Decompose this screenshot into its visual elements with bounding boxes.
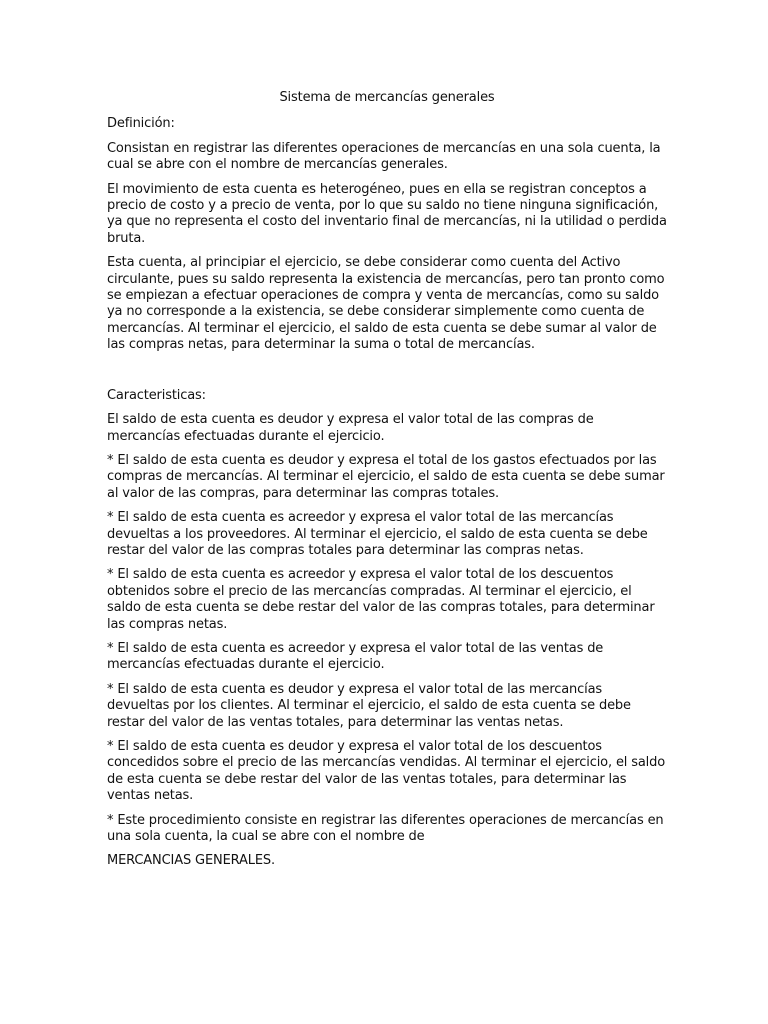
definition-paragraph-3: Esta cuenta, al principiar el ejercicio, se debe considerar como cuenta del Activo circulante, pues su saldo representa la existencia de mercancías, pero tan pronto como se empiezan a efectuar operaciones de compra y venta de mercancías, como su saldo ya no corresponde a la existencia, se debe considerar simplemente como cuenta de mercancías. Al terminar el ejercicio, el saldo de esta cuenta se debe sumar al valor de las compras netas, para determinar la suma o total de mercancías.: [107, 255, 665, 353]
document-page: [107, 90, 667, 878]
characteristic-paragraph-4: * El saldo de esta cuenta es acreedor y expresa el valor total de los descuentos obtenidos sobre el precio de las mercancías compradas. Al terminar el ejercicio, el saldo de esta cuenta se debe restar del valor de las compras totales, para determinar las compras netas.: [107, 567, 655, 632]
document-title: Sistema de mercancías generales: [279, 90, 495, 105]
characteristic-paragraph-2: * El saldo de esta cuenta es deudor y expresa el total de los gastos efectuados por las compras de mercancías. Al terminar el ejercicio, el saldo de esta cuenta se debe sumar al valor de las compras, para determinar las compras totales.: [107, 452, 665, 501]
characteristic-paragraph-3: * El saldo de esta cuenta es acreedor y expresa el valor total de las mercancías devueltas a los proveedores. Al terminar el ejercicio, el saldo de esta cuenta se debe restar del valor de las compras totales para determinar las compras netas.: [107, 510, 648, 558]
characteristic-paragraph-6: * El saldo de esta cuenta es deudor y expresa el valor total de las mercancías devueltas por los clientes. Al terminar el ejercicio, el saldo de esta cuenta se debe restar del valor de las ventas totales, para determinar las ventas netas.: [107, 681, 631, 730]
characteristic-paragraph-1: El saldo de esta cuenta es deudor y expresa el valor total de las compras de mercancías efectuadas durante el ejercicio.: [107, 412, 594, 444]
section-spacer: [107, 362, 667, 388]
characteristics-heading: Caracteristicas:: [107, 387, 206, 403]
characteristic-paragraph-8: * Este procedimiento consiste en registrar las diferentes operaciones de mercancías en una sola cuenta, la cual se abre con el nombre de: [107, 812, 664, 845]
definition-heading: Definición:: [107, 116, 175, 132]
characteristic-paragraph-5: * El saldo de esta cuenta es acreedor y expresa el valor total de las ventas de mercancías efectuadas durante el ejercicio.: [107, 640, 604, 673]
characteristic-paragraph-7: * El saldo de esta cuenta es deudor y expresa el valor total de los descuentos concedidos sobre el precio de las mercancías vendidas. Al terminar el ejercicio, el saldo de esta cuenta se debe restar del valor de las ventas totales, para determinar las ventas netas.: [107, 739, 666, 804]
characteristic-paragraph-9: MERCANCIAS GENERALES.: [107, 853, 276, 869]
definition-paragraph-2: El movimiento de esta cuenta es heterogéneo, pues en ella se registran conceptos a precio de costo y a precio de venta, por lo que su saldo no tiene ninguna significación, ya que no representa el costo del inventario final de mercancías, ni la utilidad o perdida bruta.: [107, 181, 667, 246]
definition-paragraph-1: Consistan en registrar las diferentes operaciones de mercancías en una sola cuenta, la cual se abre con el nombre de mercancías generales.: [107, 140, 661, 173]
